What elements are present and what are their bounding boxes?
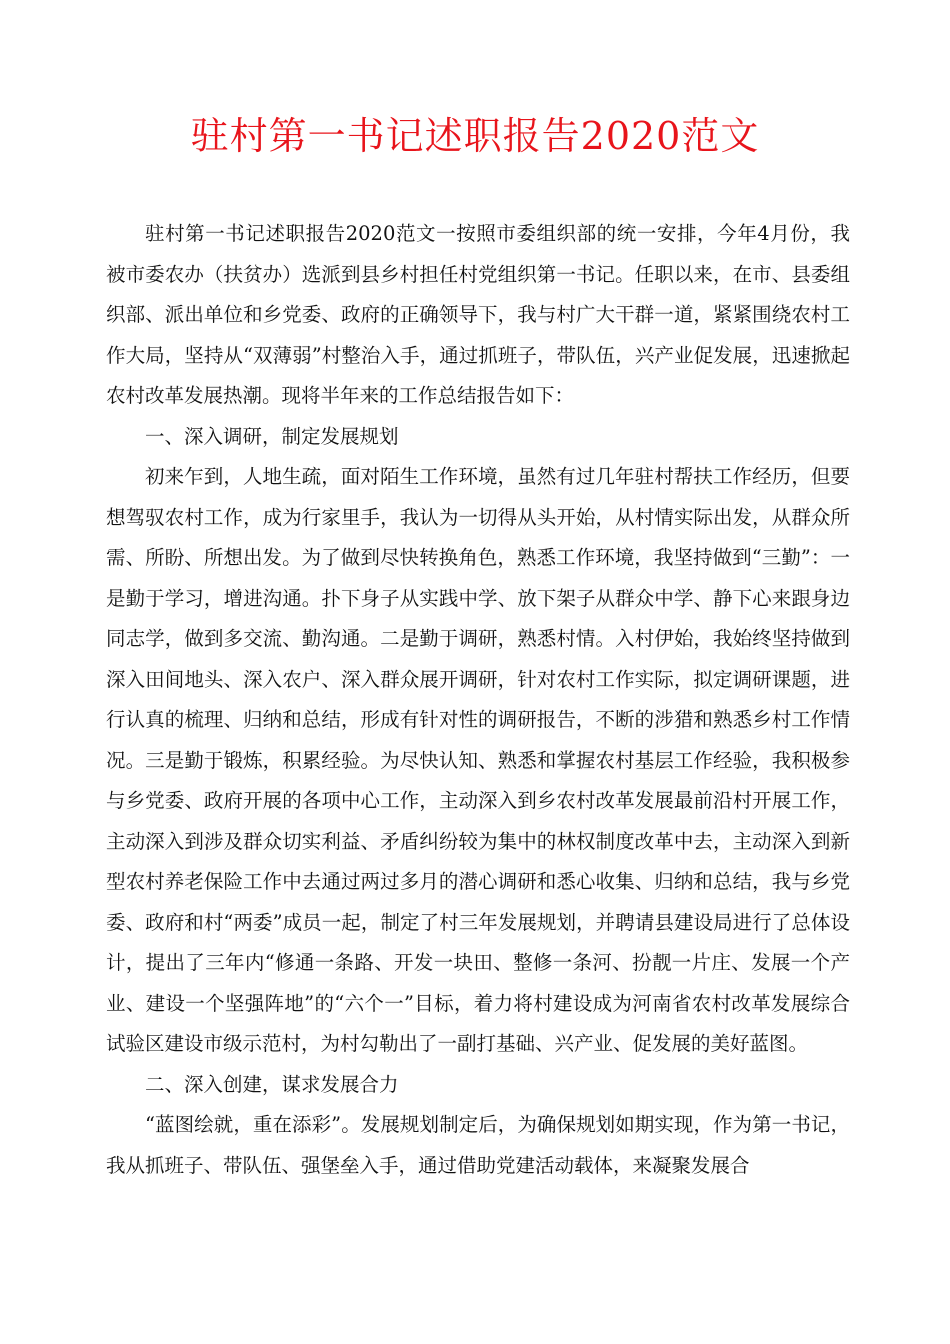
paragraph-section-2: “蓝图绘就，重在添彩”。发展规划制定后，为确保规划如期实现，作为第一书记，我从抓班子、带队伍、强堡垒入手，通过借助党建活动载体，来凝聚发展合 [106,1113,850,1177]
section-heading-2: 二、深入创建，谋求发展合力 [145,1072,399,1096]
document-body [106,214,850,1186]
document-title: 驻村第一书记述职报告2020范文 [190,114,760,158]
section-heading-1: 一、深入调研，制定发展规划 [145,424,399,448]
paragraph-section-1: 初来乍到，人地生疏，面对陌生工作环境，虽然有过几年驻村帮扶工作经历，但要想驾驭农村工作，成为行家里手，我认为一切得从头开始，从村情实际出发，从群众所需、所盼、所想出发。为了做到尽快转换角色，熟悉工作环境，我坚持做到“三勤”：一是勤于学习，增进沟通。扑下身子从实践中学、放下架子从群众中学、静下心来跟身边同志学，做到多交流、勤沟通。二是勤于调研，熟悉村情。入村伊始，我始终坚持做到深入田间地头、深入农户、深入群众展开调研，针对农村工作实际，拟定调研课题，进行认真的梳理、归纳和总结，形成有针对性的调研报告，不断的涉猎和熟悉乡村工作情况。三是勤于锻炼，积累经验。为尽快认知、熟悉和掌握农村基层工作经验，我积极参与乡党委、政府开展的各项中心工作，主动深入到乡农村改革发展最前沿村开展工作，主动深入到涉及群众切实利益、矛盾纠纷较为集中的林权制度改革中去，主动深入到新型农村养老保险工作中去通过两过多月的潜心调研和悉心收集、归纳和总结，我与乡党委、政府和村“两委”成员一起，制定了村三年发展规划，并聘请县建设局进行了总体设计，提出了三年内“修通一条路、开发一块田、整修一条河、扮靓一片庄、发展一个产业、建设一个坚强阵地”的“六个一”目标，着力将村建设成为河南省农村改革发展综合试验区建设市级示范村，为村勾勒出了一副打基础、兴产业、促发展的美好蓝图。 [106,465,850,1055]
paragraph-intro: 驻村第一书记述职报告2020范文一按照市委组织部的统一安排，今年4月份，我被市委农办（扶贫办）选派到县乡村担任村党组织第一书记。任职以来，在市、县委组织部、派出单位和乡党委、政府的正确领导下，我与村广大干群一道，紧紧围绕农村工作大局，坚持从“双薄弱”村整治入手，通过抓班子，带队伍，兴产业促发展，迅速掀起农村改革发展热潮。现将半年来的工作总结报告如下： [106,222,850,407]
